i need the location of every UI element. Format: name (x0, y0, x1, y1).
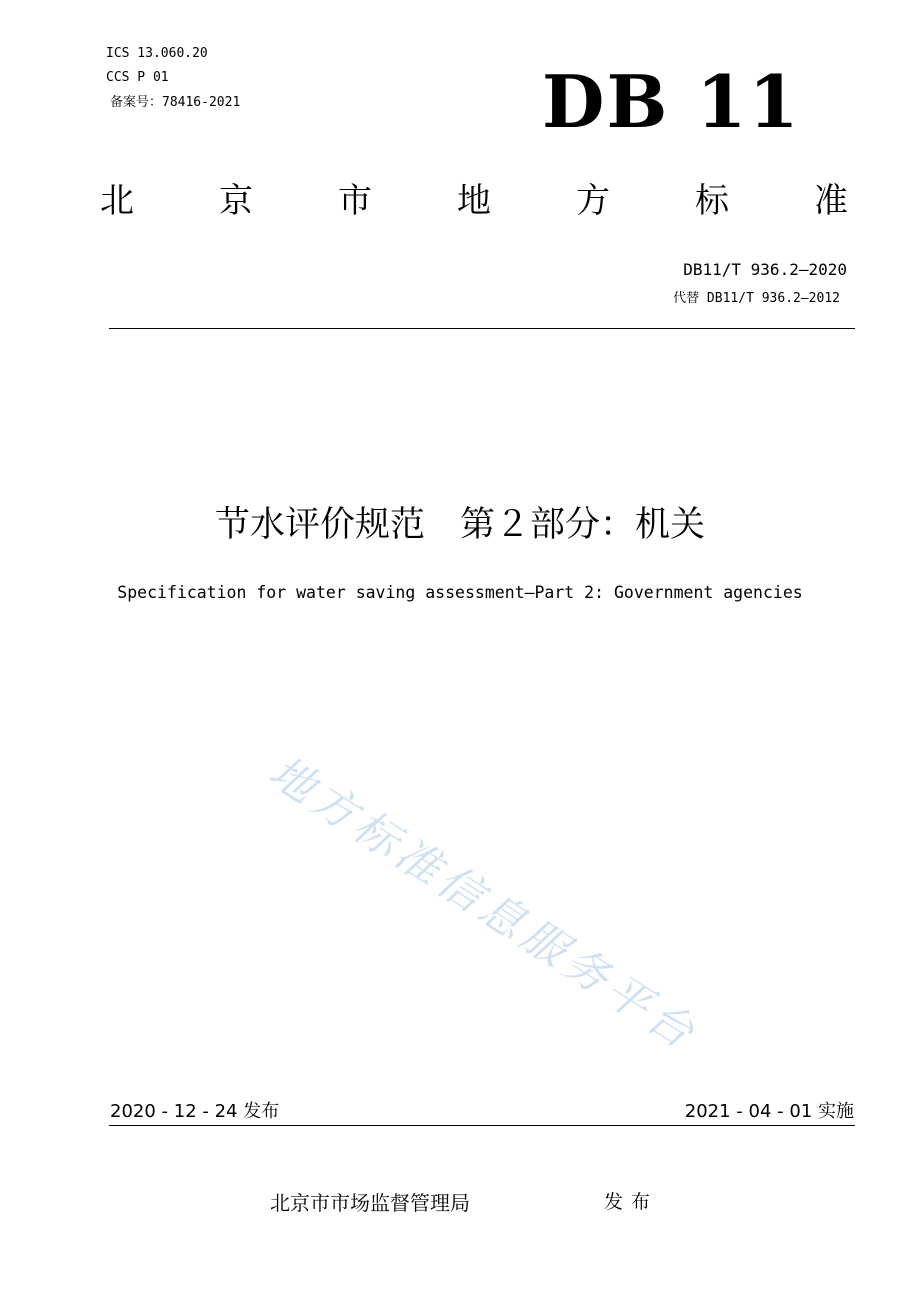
category-char: 北 (100, 181, 134, 221)
category-char: 京 (219, 181, 253, 221)
issuing-authority: 北京市市场监督管理局 (270, 1191, 470, 1215)
category-char: 地 (457, 181, 491, 221)
document-title-cn: 节水评价规范 第２部分：机关 (214, 505, 705, 545)
category-title (100, 176, 848, 226)
category-char: 准 (814, 181, 848, 221)
replaces-standard: 代替 DB11/T 936.2—2012 (673, 291, 840, 306)
category-char: 标 (695, 181, 729, 221)
category-char: 方 (576, 181, 610, 221)
footer-divider (109, 1125, 855, 1126)
category-char: 市 (338, 181, 372, 221)
filing-number: 备案号：78416-2021 (110, 95, 241, 110)
watermark-text: 地方标准信息服务平台 (259, 746, 708, 1062)
document-title-en: Specification for water saving assessment—Part 2: Government agencies (117, 583, 803, 602)
header-divider (109, 328, 855, 329)
issue-label: 发布 (604, 1191, 659, 1213)
ics-code: ICS 13.060.20 (106, 46, 208, 61)
standard-number: DB11/T 936.2—2020 (683, 260, 847, 279)
ccs-code: CCS P 01 (106, 70, 169, 85)
issue-date: 2020 - 12 - 24 发布 (110, 1101, 280, 1122)
db-standard-mark: DB 11 (542, 59, 801, 144)
implementation-date: 2021 - 04 - 01 实施 (684, 1101, 854, 1122)
